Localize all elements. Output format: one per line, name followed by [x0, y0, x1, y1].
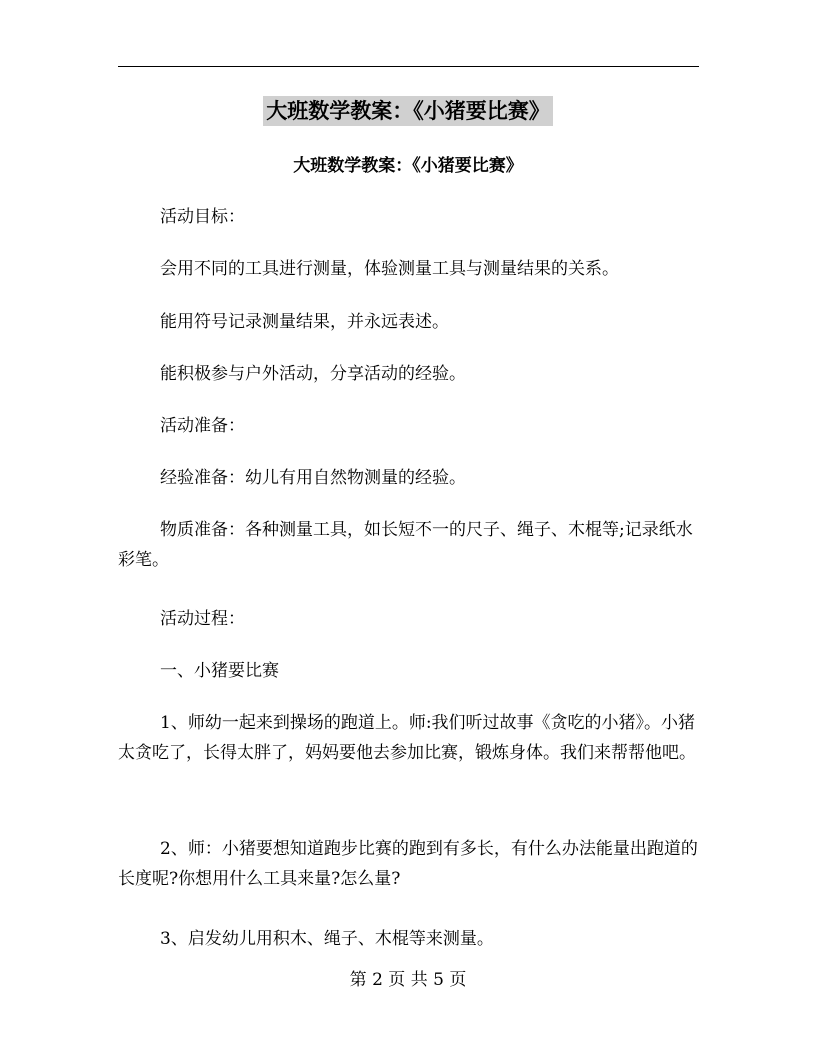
paragraph-objectives-heading: 活动目标：	[160, 207, 245, 227]
header-rule	[118, 66, 699, 67]
document-title: 大班数学教案：《小猪要比赛》	[263, 96, 553, 126]
paragraph-process-heading: 活动过程：	[160, 609, 245, 629]
paragraph-step-1: 1、师幼一起来到操场的跑道上。师:我们听过故事《贪吃的小猪》。小猪太贪吃了，长得太胖了，妈妈要他去参加比赛，锻炼身体。我们来帮帮他吧。	[118, 713, 696, 763]
paragraph-objective-2: 能用符号记录测量结果，并永远表述。	[160, 312, 449, 332]
paragraph-step-3: 3、启发幼儿用积木、绳子、木棍等来测量。	[160, 929, 494, 949]
paragraph-experience-prep: 经验准备：幼儿有用自然物测量的经验。	[160, 468, 466, 488]
page-number: 第 2 页 共 5 页	[349, 970, 467, 990]
paragraph-objective-1: 会用不同的工具进行测量，体验测量工具与测量结果的关系。	[160, 259, 619, 279]
paragraph-material-prep: 物质准备：各种测量工具，如长短不一的尺子、绳子、木棍等;记录纸水彩笔。	[118, 520, 693, 570]
section-title: 大班数学教案：《小猪要比赛》	[293, 156, 523, 176]
paragraph-objective-3: 能积极参与户外活动，分享活动的经验。	[160, 364, 466, 384]
paragraph-step-2: 2、师：小猪要想知道跑步比赛的跑到有多长，有什么办法能量出跑道的长度呢?你想用什么工具来量?怎么量?	[118, 839, 698, 889]
paragraph-preparation-heading: 活动准备：	[160, 416, 245, 436]
paragraph-section-one: 一、小猪要比赛	[160, 661, 279, 681]
